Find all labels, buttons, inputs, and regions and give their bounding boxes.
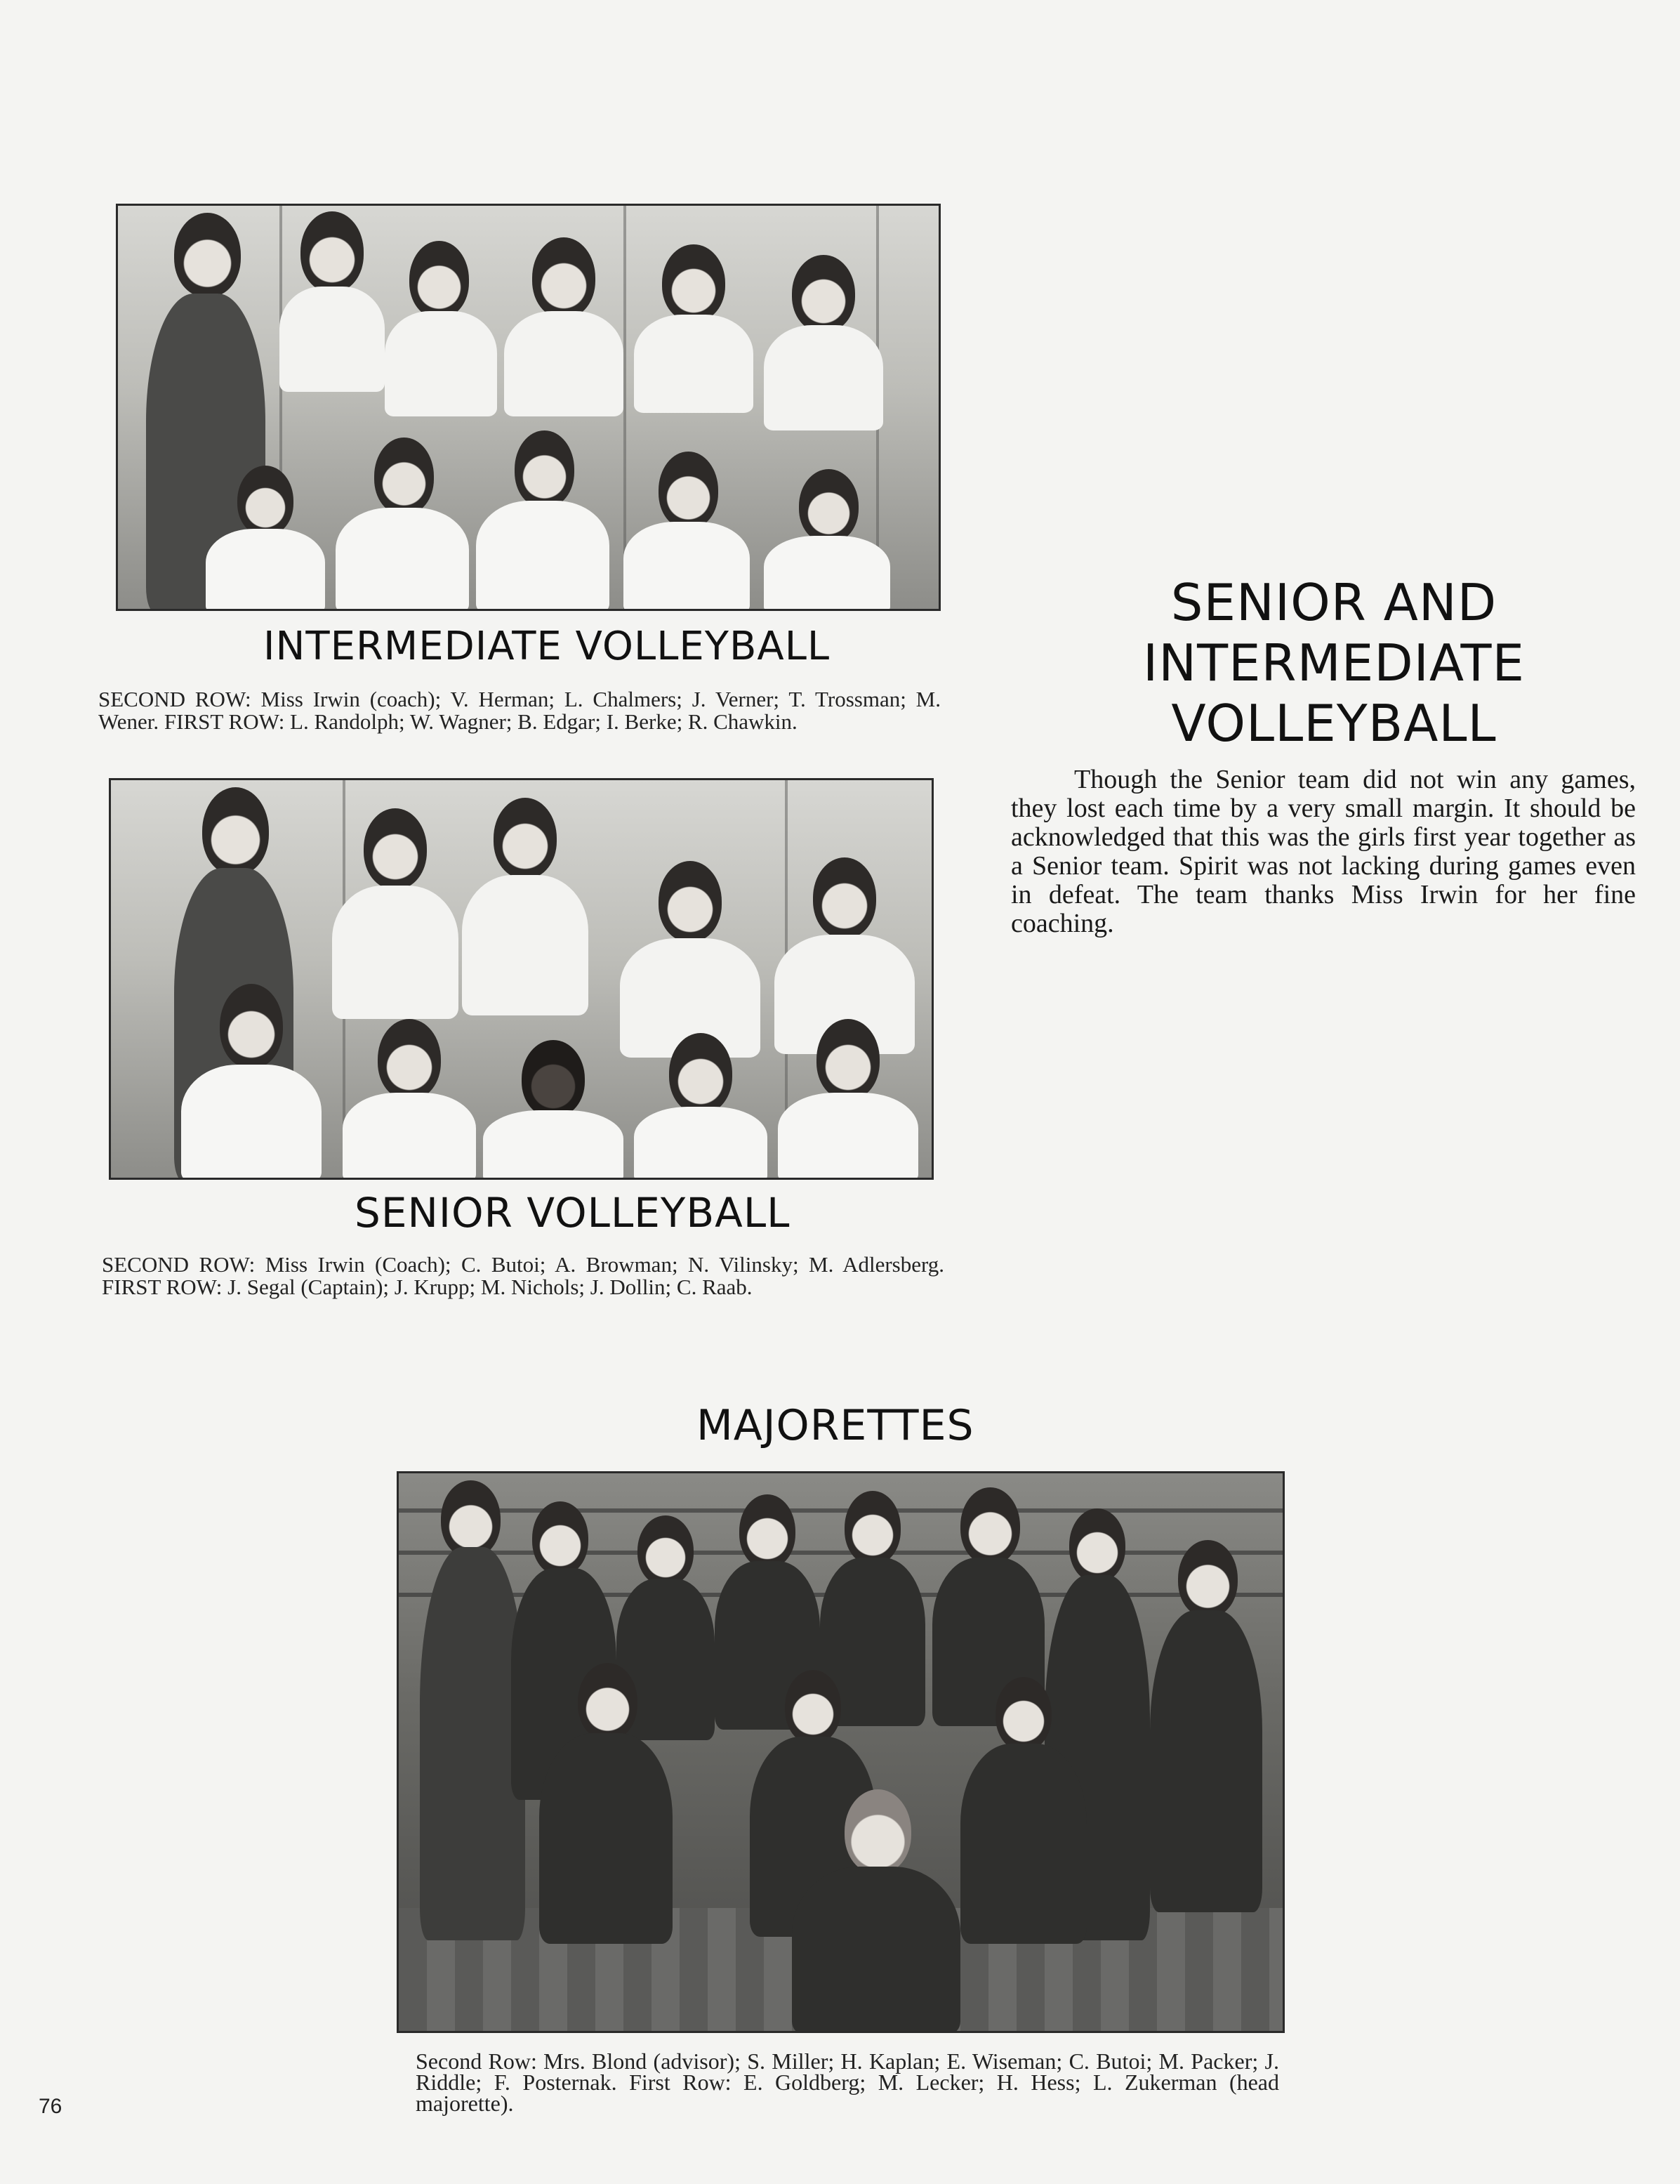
majorettes-caption: Second Row: Mrs. Blond (advisor); S. Miller; H. Kaplan; E. Wiseman; C. Butoi; M. Packer; J. Riddle; F. Posternak. First Row: E. Goldberg; M. Lecker; H. Hess; L. Zukerman (head majorette). (416, 2048, 1279, 2116)
majorettes-photo (397, 1471, 1285, 2033)
intermediate-volleyball-photo (116, 204, 941, 611)
player-figure (764, 469, 890, 611)
senior-volleyball-heading: SENIOR VOLLEYBALL (355, 1189, 791, 1237)
senior-volleyball-photo (109, 778, 934, 1180)
majorette-figure (539, 1663, 673, 1944)
player-figure (623, 452, 750, 611)
player-figure (476, 430, 609, 611)
majorette-figure (1150, 1473, 1262, 2033)
player-figure (336, 438, 469, 611)
intermediate-volleyball-caption: SECOND ROW: Miss Irwin (coach); V. Herman; L. Chalmers; J. Verner; T. Trossman; M. Wener. FIRST ROW: L. Randolph; W. Wagner; B. Edgar; I. Berke; R. Chawkin. (98, 687, 941, 734)
intermediate-volleyball-heading: INTERMEDIATE VOLLEYBALL (263, 624, 831, 669)
senior-volleyball-caption: SECOND ROW: Miss Irwin (Coach); C. Butoi; A. Browman; N. Vilinsky; M. Adlersberg. FIRST ROW: J. Segal (Captain); J. Krupp; M. Nichols; J. Dollin; C. Raab. (102, 1252, 944, 1299)
head-majorette-figure (792, 1789, 960, 2033)
player-figure (206, 466, 325, 611)
feature-body-text: Though the Senior team did not win any games, they lost each time by a very small margin. It should be acknowledged that this was the girls first year together as a Senior team. Spirit was not lacking during games even in defeat. The team thanks Miss Irwin for her fine coaching. (1011, 765, 1636, 938)
majorettes-heading: MAJORETTES (696, 1401, 974, 1450)
feature-heading-line2: INTERMEDIATE (1142, 633, 1526, 692)
feature-heading-line1: SENIOR AND (1170, 573, 1497, 632)
player-figure (634, 1033, 767, 1180)
advisor-figure (420, 1473, 525, 2033)
majorette-figure (960, 1677, 1087, 1944)
feature-heading (1018, 572, 1650, 754)
player-figure (483, 1040, 623, 1180)
feature-heading-line3: VOLLEYBALL (1171, 694, 1497, 753)
page-number: 76 (39, 2095, 62, 2118)
player-figure (343, 1019, 476, 1180)
player-figure (778, 1019, 918, 1180)
player-figure (181, 984, 322, 1180)
